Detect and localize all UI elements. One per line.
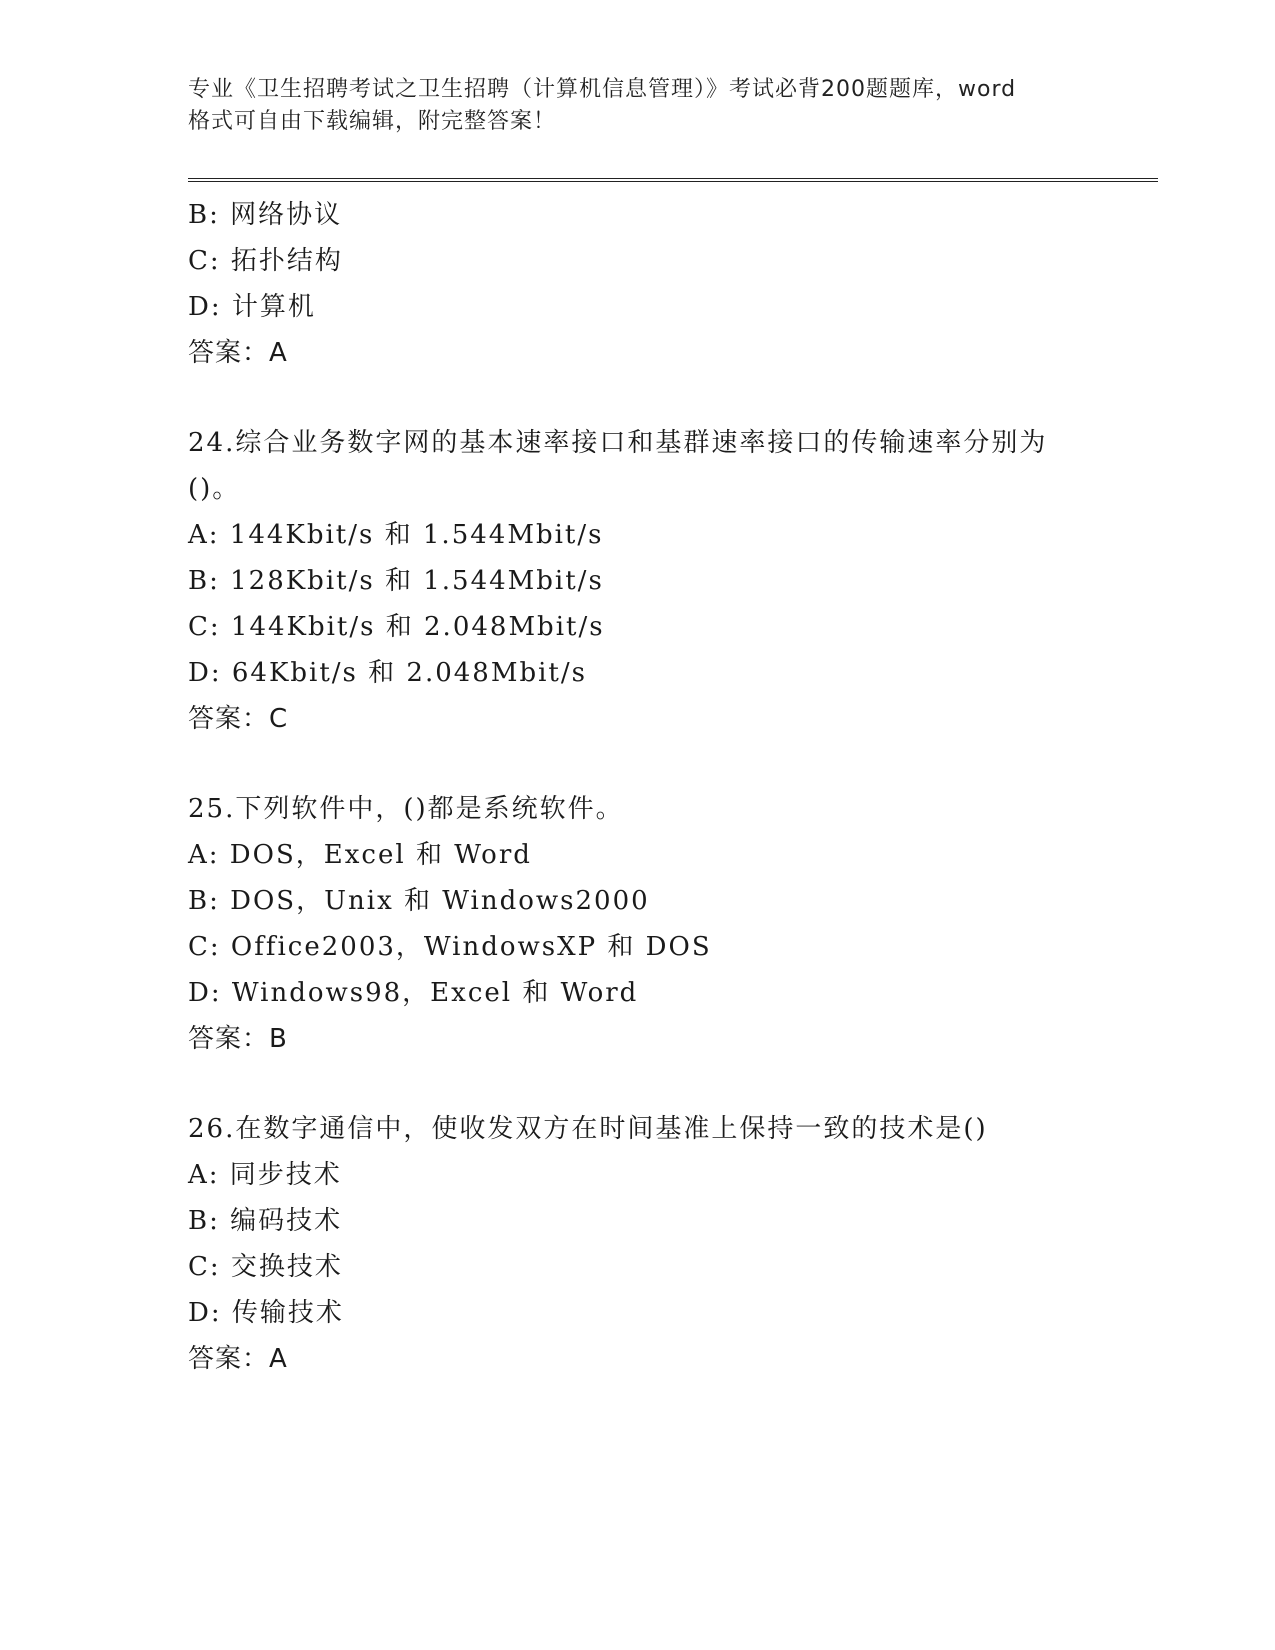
option-b: B: 编码技术: [188, 1206, 343, 1236]
answer: 答案：B: [188, 1024, 288, 1054]
option-d: D: 64Kbit/s 和 2.048Mbit/s: [188, 658, 587, 688]
option-a: A: 同步技术: [188, 1160, 342, 1190]
question-23: [188, 192, 1148, 376]
option-d: D: 传输技术: [188, 1298, 344, 1328]
option-b: B: 128Kbit/s 和 1.544Mbit/s: [188, 566, 604, 596]
header-line-1: 专业《卫生招聘考试之卫生招聘（计算机信息管理）》考试必背200题题库，word: [188, 77, 1017, 102]
option-a: A: 144Kbit/s 和 1.544Mbit/s: [188, 520, 604, 550]
option-c: C: 交换技术: [188, 1252, 343, 1282]
spacer: [188, 1062, 1148, 1106]
question-25: [188, 786, 1148, 1062]
document-header: [188, 74, 1088, 138]
spacer: [188, 742, 1148, 786]
answer: 答案：C: [188, 704, 289, 734]
spacer: [188, 376, 1148, 420]
option-c: C: 144Kbit/s 和 2.048Mbit/s: [188, 612, 605, 642]
option-a: A: DOS，Excel 和 Word: [188, 840, 532, 870]
option-b: B: 网络协议: [188, 200, 343, 230]
question-stem: 24.综合业务数字网的基本速率接口和基群速率接口的传输速率分别为: [188, 428, 1048, 458]
question-stem: 26.在数字通信中，使收发双方在时间基准上保持一致的技术是(): [188, 1114, 988, 1144]
option-d: D: Windows98，Excel 和 Word: [188, 978, 639, 1008]
question-stem-continued: ()。: [188, 474, 241, 504]
question-24: [188, 420, 1148, 742]
question-list: [188, 192, 1148, 1382]
question-stem: 25.下列软件中，()都是系统软件。: [188, 794, 624, 824]
header-line-2: 格式可自由下载编辑，附完整答案！: [188, 109, 557, 134]
question-26: [188, 1106, 1148, 1382]
header-divider: [188, 178, 1158, 182]
answer: 答案：A: [188, 338, 288, 368]
answer: 答案：A: [188, 1344, 288, 1374]
option-d: D: 计算机: [188, 292, 316, 322]
option-b: B: DOS，Unix 和 Windows2000: [188, 886, 650, 916]
option-c: C: Office2003，WindowsXP 和 DOS: [188, 932, 712, 962]
option-c: C: 拓扑结构: [188, 246, 343, 276]
